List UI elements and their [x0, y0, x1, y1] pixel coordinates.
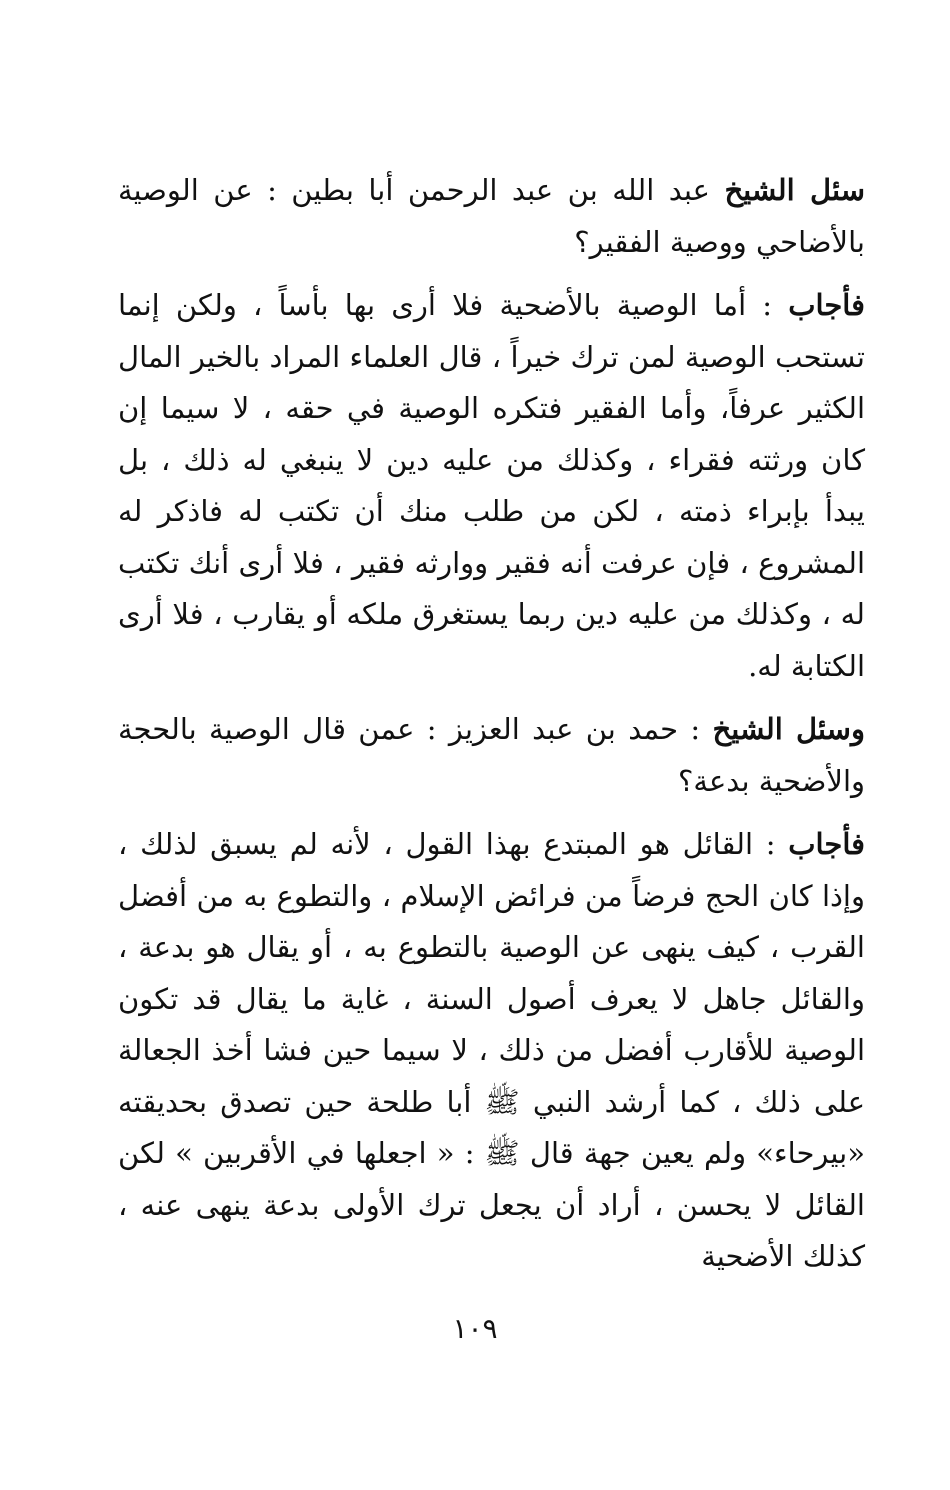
- question-2-text: : حمد بن عبد العزيز : عمن قال الوصية بالحجة والأضحية بدعة؟: [118, 712, 865, 798]
- answer-2: [118, 819, 865, 1283]
- question-2: [118, 704, 865, 807]
- page-body: [118, 165, 865, 1283]
- answer-1-text: : أما الوصية بالأضحية فلا أرى بها بأساً ، ولكن إنما تستحب الوصية لمن ترك خيراً ، قال العلماء المراد بالخير المال الكثير عرفاً، وأما الفقير فتكره الوصية في حقه ، لا سيما إن كان ورثته فقراء ، وكذلك من عليه دين لا ينبغي له ذلك ، بل يبدأ بإبراء ذمته ، لكن من طلب منك أن تكتب له فاذكر له المشروع ، فإن عرفت أنه فقير ووارثه فقير ، فلا أرى أنك تكتب له ، وكذلك من عليه دين ربما يستغرق ملكه أو يقارب ، فلا أرى الكتابة له.: [118, 288, 865, 683]
- answer-2-text: : القائل هو المبتدع بهذا القول ، لأنه لم يسبق لذلك ، وإذا كان الحج فرضاً من فرائض الإسلام ، والتطوع به من أفضل القرب ، كيف ينهى عن الوصية بالتطوع به ، أو يقال هو بدعة ، والقائل جاهل لا يعرف أصول السنة ، غاية ما يقال قد تكون الوصية للأقارب أفضل من ذلك ، لا سيما حين فشا أخذ الجعالة على ذلك ، كما أرشد النبي ﷺ أبا طلحة حين تصدق بحديقته «بيرحاء» ولم يعين جهة قال ﷺ : « اجعلها في الأقربين » لكن القائل لا يحسن ، أراد أن يجعل ترك الأولى بدعة ينهى عنه ، كذلك الأضحية: [118, 827, 865, 1273]
- answer-1-lead: فأجاب: [788, 288, 865, 322]
- answer-2-lead: فأجاب: [788, 827, 866, 861]
- page-number: ١٠٩: [452, 1312, 498, 1345]
- answer-1: [118, 280, 865, 692]
- question-1-lead: سئل الشيخ: [724, 173, 866, 207]
- question-2-lead: وسئل الشيخ: [712, 712, 865, 746]
- question-1: [118, 165, 865, 268]
- question-1-text: عبد الله بن عبد الرحمن أبا بطين : عن الوصية بالأضاحي ووصية الفقير؟: [118, 173, 865, 259]
